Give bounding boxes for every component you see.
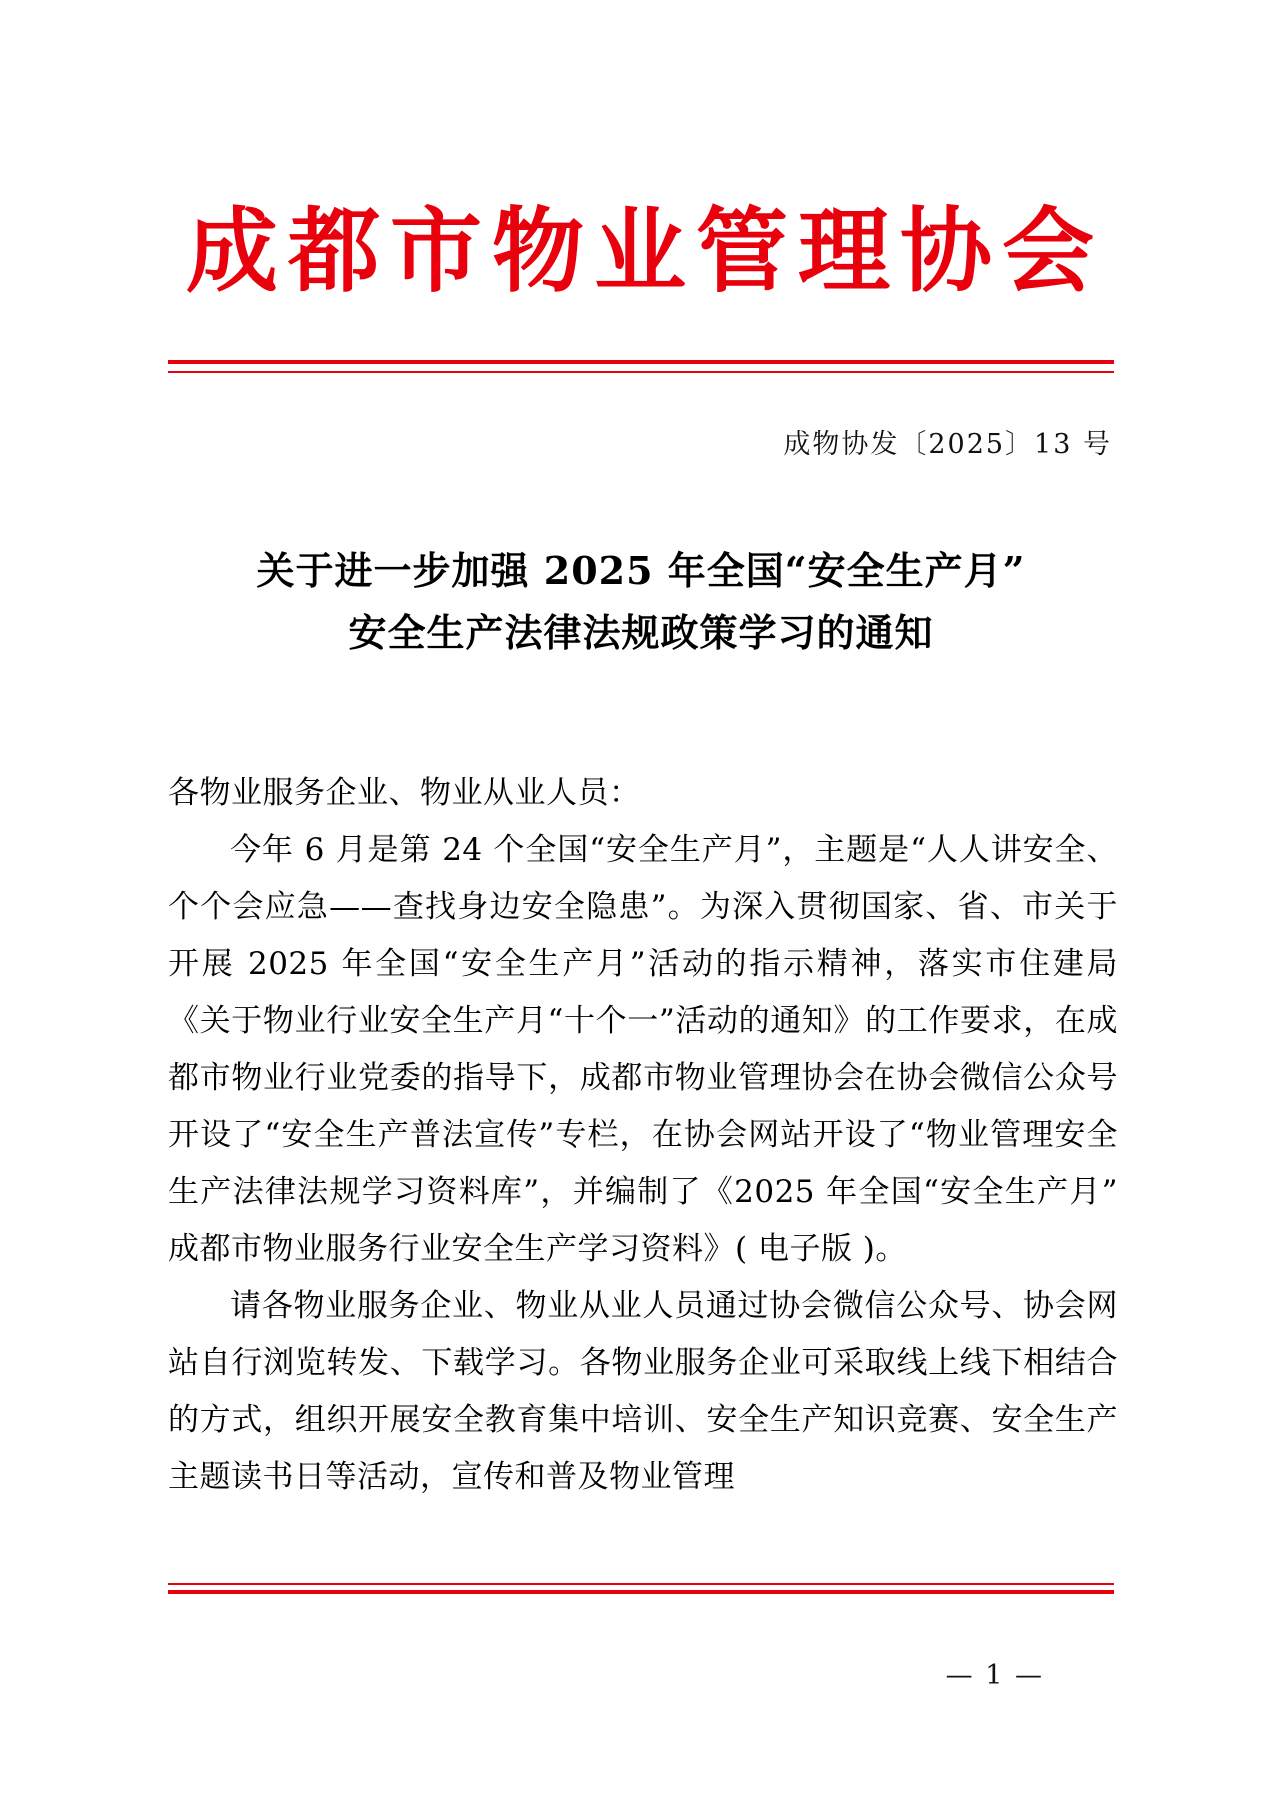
document-number: 成物协发〔2025〕13 号 [783, 429, 1112, 460]
masthead [0, 197, 1280, 305]
document-title [168, 540, 1114, 663]
page-number: — 1 — [945, 1660, 1044, 1691]
organization-title: 成都市物业管理协会 [185, 197, 1104, 305]
document-title-line-1: 关于进一步加强 2025 年全国“安全生产月” [256, 548, 1026, 593]
body-paragraph-1: 今年 6 月是第 24 个全国“安全生产月”，主题是“人人讲安全、个个会应急——查找身边安全隐患”。为深入贯彻国家、省、市关于开展 2025 年全国“安全生产月”活动的指示精神，落实市住建局《关于物业行业安全生产月“十个一”活动的通知》的工作要求，在成都市物业行业党委的指导下，成都市物业管理协会在协会微信公众号开设了“安全生产普法宣传”专栏，在协会网站开设了“物业管理安全生产法律法规学习资料库”，并编制了《2025 年全国“安全生产月”成都市物业服务行业安全生产学习资料》( 电子版 )。 [168, 832, 1118, 1267]
body-paragraph-2: 请各物业服务企业、物业从业人员通过协会微信公众号、协会网站自行浏览转发、下载学习。各物业服务企业可采取线上线下相结合的方式，组织开展安全教育集中培训、安全生产知识竞赛、安全生产主题读书日等活动，宣传和普及物业管理 [168, 1288, 1118, 1495]
document-title-line-2: 安全生产法律法规政策学习的通知 [348, 609, 934, 655]
footer-rule-thick [168, 1590, 1114, 1594]
masthead-rule-thin [168, 371, 1114, 373]
masthead-rule-thick [168, 360, 1114, 364]
document-body [168, 765, 1118, 1506]
salutation: 各物业服务企业、物业从业人员： [168, 775, 641, 811]
footer-rule-thin [168, 1583, 1114, 1585]
